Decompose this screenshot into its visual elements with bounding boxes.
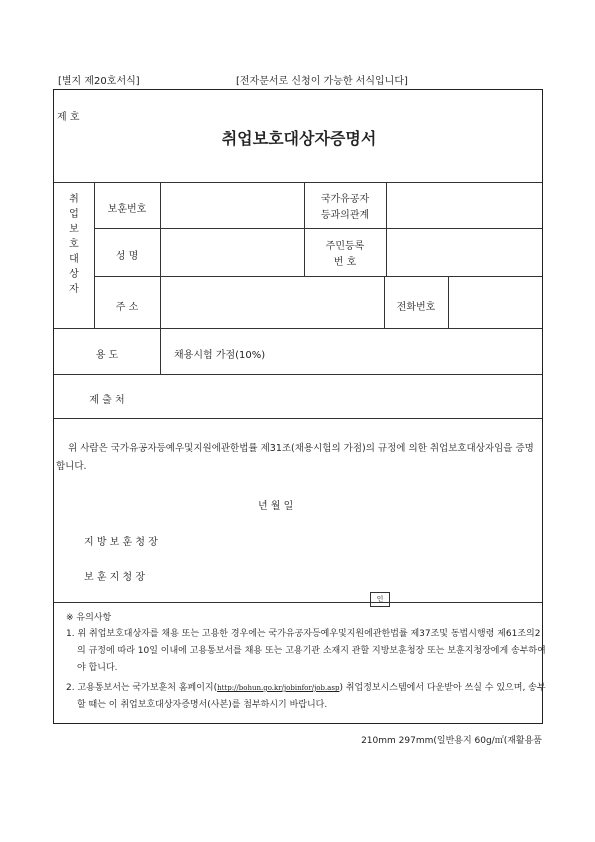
form-number: [별지 제20호서식] bbox=[58, 76, 140, 87]
divider bbox=[94, 228, 542, 229]
label-resident-line2: 번 호 bbox=[333, 257, 357, 268]
issue-date: 년 월 일 bbox=[258, 501, 294, 512]
notes-heading: ※ 유의사항 bbox=[66, 613, 112, 623]
certify-text: 위 사람은 국가유공자등예우및지원에관한법률 제31조(채용시험의 가점)의 규정에 의한 취업보호대상자임을 증명합니다. bbox=[56, 443, 534, 472]
issuer-branch: 보 훈 지 청 장 bbox=[84, 572, 146, 583]
label-protection-number: 보훈번호 bbox=[107, 204, 147, 215]
divider bbox=[54, 418, 542, 419]
label-address: 주 소 bbox=[115, 302, 139, 313]
divider bbox=[54, 374, 542, 375]
seal-box: 인 bbox=[370, 592, 390, 607]
doc-number: 제 호 bbox=[57, 112, 80, 123]
divider bbox=[54, 182, 542, 183]
label-relation bbox=[304, 192, 386, 224]
note-item-2 bbox=[66, 680, 547, 714]
note-item-1: 1. 위 취업보호대상자를 채용 또는 고용한 경우에는 국가유공자등예우및지원에관한법률 제37조및 동법시행령 제61조의2의 규정에 따라 10일 이내에 고용통보서를 채용 또는 고용기관 소재지 관할 지방보훈청장 또는 보훈지청장에게 송부하여야 합니다. bbox=[66, 629, 546, 673]
divider bbox=[94, 276, 542, 277]
usage-value: 채용시험 가점(10%) bbox=[174, 350, 266, 361]
divider bbox=[160, 182, 161, 374]
page-title: 취업보호대상자증명서 bbox=[221, 129, 377, 148]
label-relation-line1: 국가유공자 bbox=[320, 194, 370, 205]
label-submit-to: 제 출 처 bbox=[89, 395, 125, 406]
label-resident-line1: 주민등록 bbox=[325, 241, 365, 252]
paper-spec: 210mm 297mm(일반용지 60g/㎡(재활용품 bbox=[361, 736, 542, 746]
divider bbox=[54, 328, 542, 329]
homepage-link[interactable]: http://bohun.go.kr/jobinfor/job.asp bbox=[217, 684, 340, 692]
label-name: 성 명 bbox=[115, 251, 139, 262]
certificate-form bbox=[53, 89, 546, 724]
note-item-2-post: ) 취업정보시스템에서 다운받아 쓰실 수 있으며, 송부할 때는 이 취업보호대상자증명서(사본)를 첨부하시기 바랍니다. bbox=[77, 683, 546, 710]
section-label-target: 취업보호대상자 bbox=[69, 194, 79, 295]
divider bbox=[448, 276, 449, 328]
electronic-note: [전자문서로 신청이 가능한 서식입니다] bbox=[236, 76, 408, 87]
note-item-2-pre: 2. 고용통보서는 국가보훈처 홈페이지( bbox=[66, 683, 218, 693]
divider bbox=[54, 602, 542, 603]
divider bbox=[386, 182, 387, 276]
label-phone: 전화번호 bbox=[396, 302, 436, 313]
label-resident-number bbox=[304, 239, 386, 271]
issuer-regional: 지 방 보 훈 청 장 bbox=[84, 537, 158, 548]
label-usage: 용 도 bbox=[95, 350, 119, 361]
label-relation-line2: 등과의관계 bbox=[320, 210, 370, 221]
